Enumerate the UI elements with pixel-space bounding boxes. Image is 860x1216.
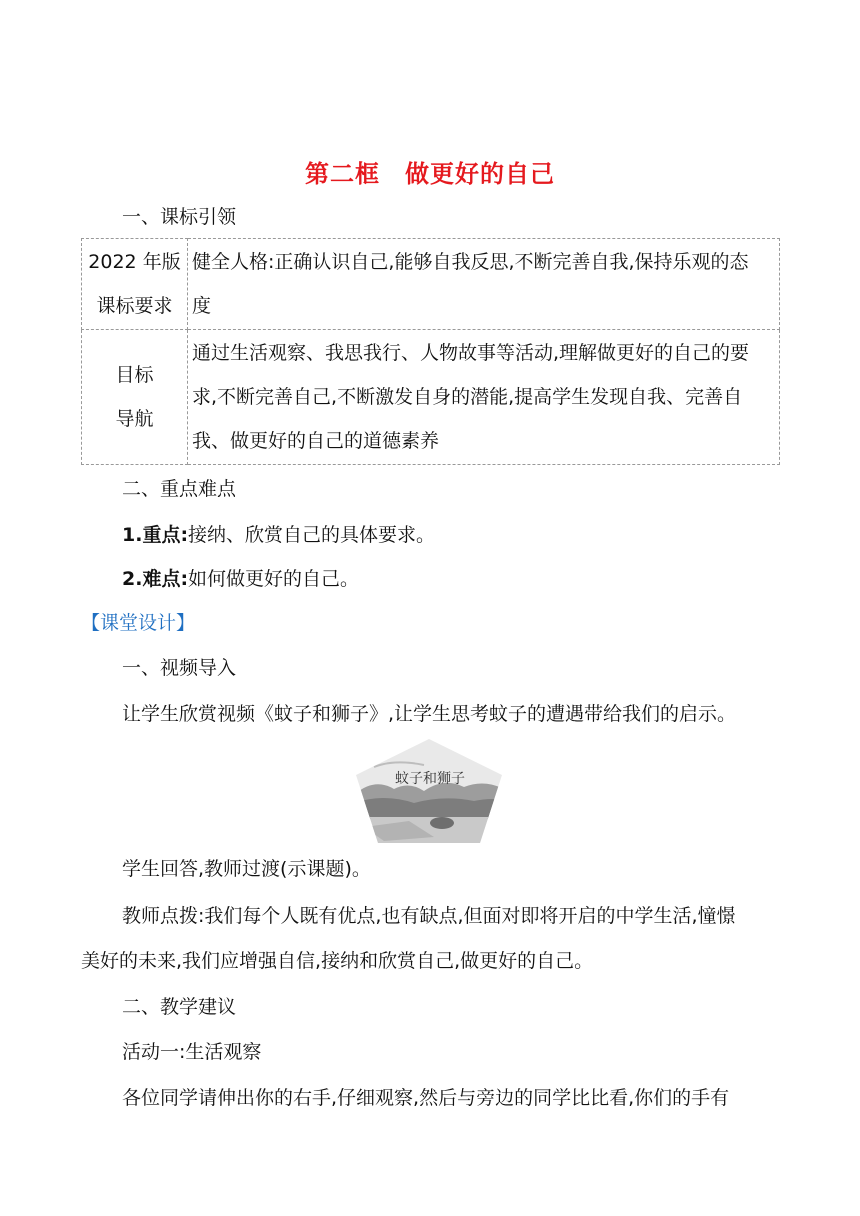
table-cell-header xyxy=(82,239,188,330)
teacher-tip-line-1: 教师点拨:我们每个人既有优点,也有缺点,但面对即将开启的中学生活,憧憬 xyxy=(122,905,736,927)
teacher-tip-line-2: 美好的未来,我们应增强自信,接纳和欣赏自己,做更好的自己。 xyxy=(81,950,594,972)
table-row xyxy=(82,330,780,465)
section-heading-key-points: 二、重点难点 xyxy=(122,478,237,500)
cell-text: 我、做更好的自己的道德素养 xyxy=(192,430,440,452)
cell-text: 2022 年版 xyxy=(88,251,181,273)
key-point-line xyxy=(122,522,435,548)
page-title: 第二框 做更好的自己 xyxy=(305,160,555,188)
cell-text: 导航 xyxy=(115,408,154,430)
section-heading-teaching-advice: 二、教学建议 xyxy=(122,996,237,1018)
class-design-heading: 【课堂设计】 xyxy=(81,612,196,634)
table-cell-content xyxy=(188,239,780,330)
difficulty-label: 2.难点: xyxy=(122,568,189,590)
student-answer-text: 学生回答,教师过渡(示课题)。 xyxy=(122,858,371,880)
video-intro-text: 让学生欣赏视频《蚊子和狮子》,让学生思考蚊子的遭遇带给我们的启示。 xyxy=(122,703,737,725)
key-point-text: 接纳、欣赏自己的具体要求。 xyxy=(188,524,436,546)
section-heading-curriculum: 一、课标引领 xyxy=(122,206,237,228)
cell-text: 通过生活观察、我思我行、人物故事等活动,理解做更好的自己的要 xyxy=(192,342,750,364)
difficulty-text: 如何做更好的自己。 xyxy=(188,568,360,590)
key-point-label: 1.重点: xyxy=(122,524,189,546)
activity-one-heading: 活动一:生活观察 xyxy=(122,1041,262,1063)
cell-text: 健全人格:正确认识自己,能够自我反思,不断完善自我,保持乐观的态 xyxy=(192,251,749,273)
curriculum-table xyxy=(81,238,780,465)
difficulty-line xyxy=(122,566,359,592)
cell-text: 课标要求 xyxy=(96,295,173,317)
table-row xyxy=(82,239,780,330)
section-heading-video: 一、视频导入 xyxy=(122,657,237,679)
video-thumbnail-label: 蚊子和狮子 xyxy=(395,771,465,787)
table-cell-content xyxy=(188,330,780,465)
cell-text: 目标 xyxy=(115,364,154,386)
cell-text: 度 xyxy=(192,295,212,317)
table-cell-header xyxy=(82,330,188,465)
cell-text: 求,不断完善自己,不断激发自身的潜能,提高学生发现自我、完善自 xyxy=(192,386,743,408)
video-thumbnail-image xyxy=(354,737,504,845)
activity-one-text: 各位同学请伸出你的右手,仔细观察,然后与旁边的同学比比看,你们的手有 xyxy=(122,1087,730,1109)
